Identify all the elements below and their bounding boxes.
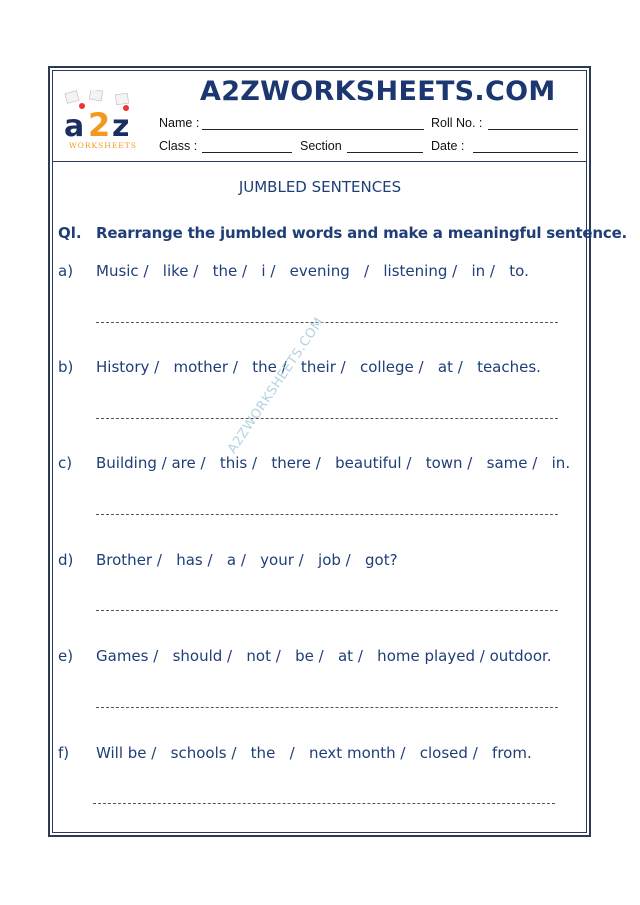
jumbled-words: History / mother / the / their / college / at / teaches. [96,358,541,376]
svg-text:a: a [64,109,85,144]
watermark: A2ZWORKSHEETS.COM [225,314,328,457]
worksheet-title: JUMBLED SENTENCES [238,178,402,196]
date-field[interactable] [473,152,578,153]
section-field[interactable] [347,152,423,153]
svg-text:z: z [112,109,130,144]
a2z-logo [60,90,146,152]
item-label: b) [58,358,74,376]
roll-field[interactable] [488,129,578,130]
section-label: Section [300,139,342,153]
jumbled-words: Brother / has / a / your / job / got? [96,551,398,569]
date-label: Date : [431,139,465,153]
answer-line[interactable] [96,707,558,708]
jumbled-words: Building / are / this / there / beautiful / town / same / in. [96,454,571,472]
site-title: A2ZWORKSHEETS.COM [200,76,556,107]
class-field[interactable] [202,152,292,153]
roll-label: Roll No. : [431,116,483,130]
question-text: Rearrange the jumbled words and make a meaningful sentence. [96,224,628,242]
answer-line[interactable] [96,610,558,611]
logo-wordmark: WORKSHEETS [69,141,137,150]
jumbled-words: Music / like / the / i / evening / listening / in / to. [96,262,529,280]
question-number: Ql. [58,224,82,242]
item-label: c) [58,454,73,472]
jumbled-words: Will be / schools / the / next month / closed / from. [96,744,532,762]
answer-line[interactable] [96,514,558,515]
name-label: Name : [159,116,200,130]
item-label: a) [58,262,74,280]
answer-line[interactable] [96,418,558,419]
answer-line[interactable] [93,803,555,804]
svg-text:2: 2 [88,106,111,144]
item-label: e) [58,647,74,665]
jumbled-words: Games / should / not / be / at / home played / outdoor. [96,647,552,665]
item-label: d) [58,551,74,569]
logo-graphic [60,90,146,152]
name-field[interactable] [202,129,424,130]
class-label: Class : [159,139,198,153]
item-label: f) [58,744,70,762]
header-divider [52,161,587,162]
